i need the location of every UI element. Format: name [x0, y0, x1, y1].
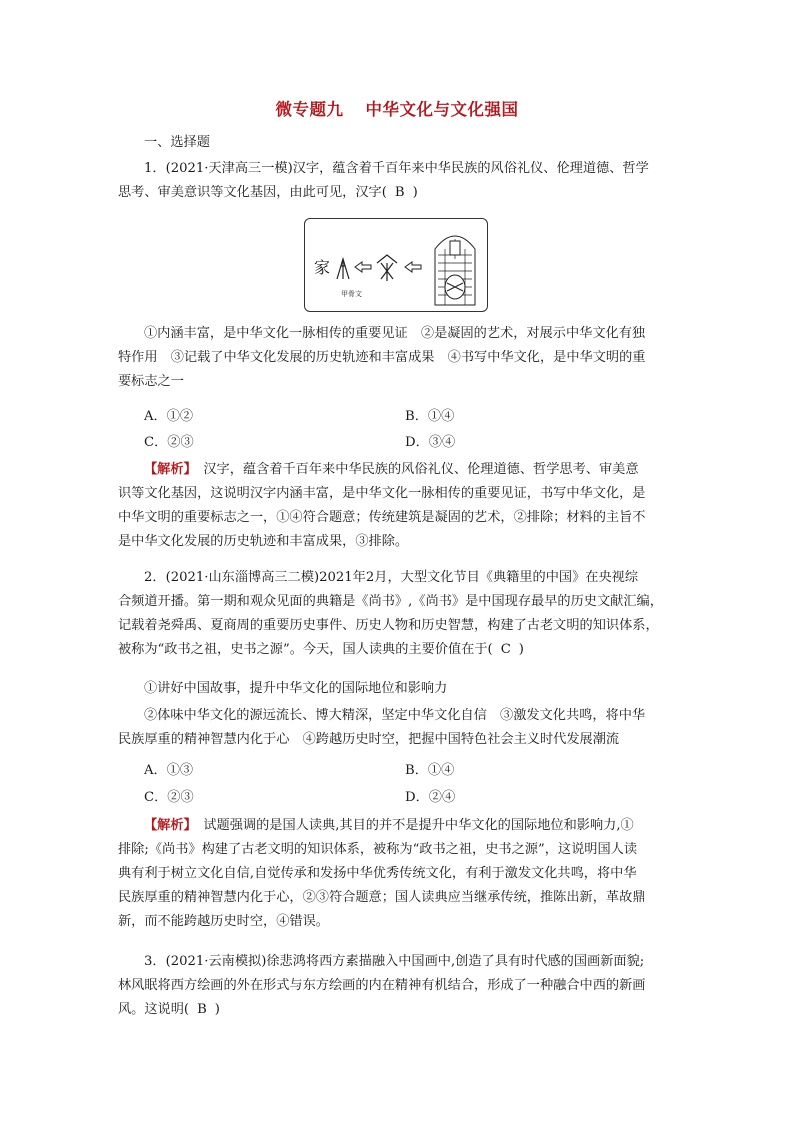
q1-analysis-line: 汉字，蕴含着千百年来中华民族的风俗礼仪、伦理道德、哲学思考、审美意	[190, 462, 639, 477]
q1-item-line: ①内涵丰富，是中华文化一脉相传的重要见证 ②是凝固的艺术，对展示中华文化有独	[144, 326, 646, 341]
analysis-label: 【解析】	[144, 818, 191, 833]
question-2-stem	[118, 566, 680, 662]
glyph-icon	[337, 259, 349, 279]
title-part1: 微专题九	[275, 100, 344, 119]
q3-answer: B	[197, 1002, 207, 1017]
q1-stem-close: )	[412, 185, 418, 200]
q1-stem-line: 1．(2021·天津高三一模)汉字，蕴含着千百年来中华民族的风俗礼仪、伦理道德、哲学	[144, 161, 649, 176]
q2-option-d: D．②④	[405, 790, 456, 805]
q3-stem-line: 林风眠将西方绘画的外在形式与东方绘画的内在精神有机结合，形成了一种融合中西的新画	[118, 978, 646, 993]
q1-option-c: C．②③	[144, 435, 194, 450]
q2-option-c: C．②③	[144, 790, 194, 805]
page-title	[0, 96, 794, 120]
character-evolution-illustration	[305, 219, 489, 313]
arrow-left-icon	[405, 262, 421, 272]
q2-analysis-line: 排除;《尚书》构建了古老文明的知识体系，被称为“政书之祖，史书之源”，这说明国人读	[118, 842, 638, 857]
question-1-stem	[118, 157, 680, 205]
q1-option-a: A．①②	[144, 409, 194, 424]
q2-analysis-line: 典有利于树立文化自信,自觉传承和发扬中华优秀传统文化，有利于激发文化共鸣，将中华	[118, 866, 637, 881]
q2-option-a: A．①③	[144, 763, 194, 778]
q2-stem-close: )	[518, 642, 524, 657]
analysis-label: 【解析】	[144, 462, 191, 477]
q2-analysis	[118, 814, 680, 934]
question-3-stem	[118, 950, 680, 1022]
q2-stem-line: 记载着尧舜禹、夏商周的重要历史事件、历史人物和历史智慧，构建了古老文明的知识体系，	[118, 618, 659, 633]
question-2-items	[118, 677, 680, 752]
q1-item-line: 要标志之一	[118, 374, 184, 389]
q2-item-line: 民族厚重的精神智慧内化于心 ④跨越历史时空，把握中国特色社会主义时代发展潮流	[118, 732, 620, 747]
q1-analysis-line: 中华文明的重要标志之一，①④符合题意；传统建筑是凝固的艺术，②排除；材料的主旨不	[118, 510, 646, 525]
q3-stem-close: )	[214, 1002, 220, 1017]
q1-analysis	[118, 458, 680, 554]
q2-stem-line: 合频道开播。第一期和观众见面的典籍是《尚书》,《尚书》是中国现存最早的历史文献汇编，	[118, 594, 663, 609]
q2-stem-line: 2．(2021·山东淄博高三二模)2021年2月，大型文化节目《典籍里的中国》在央视综	[144, 570, 639, 585]
q3-stem-line: 3．(2021·云南模拟)徐悲鸿将西方素描融入中国画中,创造了具有时代感的国画新面貌;	[144, 954, 645, 969]
figure-caption: 甲骨文	[341, 290, 362, 298]
q3-stem-line: 风。这说明(	[118, 1002, 190, 1017]
q2-item-line: ①讲好中国故事，提升中华文化的国际地位和影响力	[144, 681, 448, 696]
q2-analysis-line: 新，而不能跨越历史时空，④错误。	[118, 914, 329, 929]
q2-stem-line: 被称为“政书之祖，史书之源”。今天，国人读典的主要价值在于(	[118, 642, 493, 657]
q2-option-b: B．①④	[405, 763, 455, 778]
arrow-left-icon	[355, 262, 371, 272]
house-icon	[435, 236, 475, 305]
q1-item-line: 特作用 ③记载了中华文化发展的历史轨迹和丰富成果 ④书写中华文化，是中华文明的重	[118, 350, 646, 365]
glyph-icon	[377, 255, 397, 281]
q2-analysis-line: 民族厚重的精神智慧内化于心，②③符合题意；国人读典应当继承传统，推陈出新，革故鼎	[118, 890, 646, 905]
q2-item-line: ②体味中华文化的源远流长、博大精深，坚定中华文化自信 ③激发文化共鸣，将中华	[144, 708, 646, 723]
section-label: 一、选择题	[144, 135, 210, 150]
q2-answer: C	[500, 642, 511, 657]
oracle-bone-figure	[304, 218, 488, 312]
q1-option-b: B．①④	[405, 409, 455, 424]
q1-stem-line: 思考、审美意识等文化基因，由此可见，汉字(	[118, 185, 387, 200]
q1-analysis-line: 识等文化基因，这说明汉字内涵丰富，是中华文化一脉相传的重要见证，书写中华文化，是	[118, 486, 646, 501]
q1-analysis-line: 是中华文化发展的历史轨迹和丰富成果，③排除。	[118, 534, 409, 549]
q1-option-d: D．③④	[405, 435, 456, 450]
section-heading	[118, 131, 680, 155]
question-1-items	[118, 322, 680, 394]
q1-answer: B	[394, 185, 405, 200]
modern-character: 家	[314, 258, 331, 277]
q2-analysis-line: 试题强调的是国人读典,其目的并不是提升中华文化的国际地位和影响力,①	[190, 818, 634, 833]
title-part2: 中华文化与文化强国	[365, 100, 519, 119]
